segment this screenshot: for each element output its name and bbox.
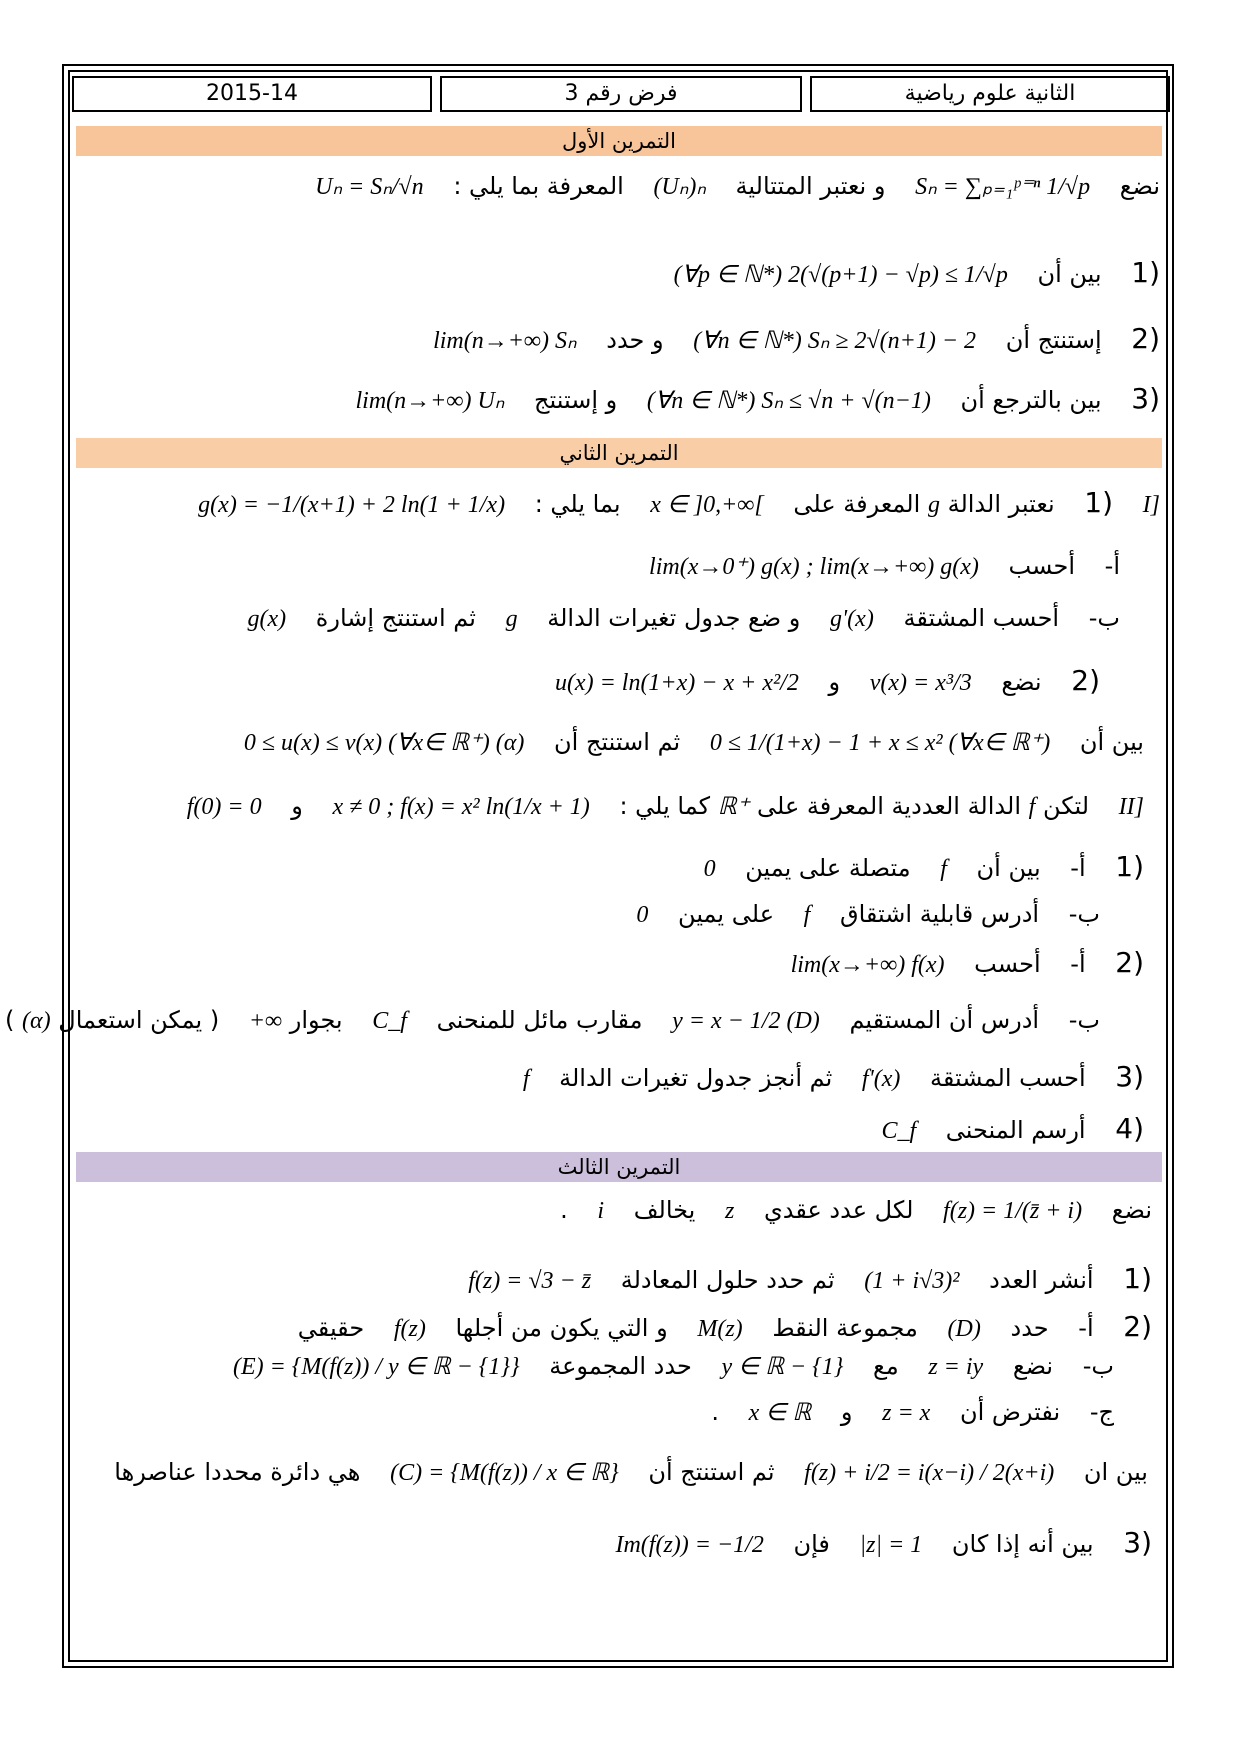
ex3-q2b-label: ب- bbox=[1082, 1352, 1114, 1380]
ex2-pII-2b-math4: (α) bbox=[22, 1008, 51, 1034]
ex3-q2a-text2: مجموعة النقط bbox=[772, 1314, 918, 1342]
ex3-intro-text4: . bbox=[560, 1196, 568, 1224]
ex3-q2a-text4: حقيقي bbox=[297, 1314, 365, 1342]
ex2-pII-1-number: 1) bbox=[1115, 850, 1144, 883]
ex1-q2-math2: lim(n→+∞) Sₙ bbox=[433, 328, 577, 354]
ex1-intro-math3: Uₙ = Sₙ/√n bbox=[315, 174, 424, 200]
exercise1-title: التمرين الأول bbox=[76, 126, 1162, 156]
ex2-pII-4 bbox=[80, 1112, 1144, 1145]
ex2-pII-1b-label: ب- bbox=[1068, 900, 1100, 928]
ex3-q1-number: 1) bbox=[1123, 1262, 1152, 1295]
ex3-q2a-math2: M(z) bbox=[697, 1316, 743, 1342]
ex3-q2d-math1: f(z) + i/2 = i(x−i) / 2(x+i) bbox=[804, 1460, 1055, 1486]
ex2-pI-1-text1: نعتبر الدالة bbox=[947, 490, 1055, 518]
header-class-name: الثانية علوم رياضية bbox=[810, 76, 1170, 112]
ex3-q2d bbox=[80, 1458, 1148, 1487]
ex2-pI-1-number: 1) bbox=[1084, 486, 1114, 519]
ex1-q3-number: 3) bbox=[1131, 382, 1160, 415]
ex3-q1-text2: ثم حدد حلول المعادلة bbox=[620, 1266, 835, 1294]
ex2-pI-b-text2: و ضع جدول تغيرات الدالة bbox=[547, 604, 801, 632]
ex1-q2-text2: و حدد bbox=[606, 326, 664, 354]
ex3-q2d-text1: بين ان bbox=[1083, 1458, 1148, 1486]
ex1-intro-math1: Sₙ = ∑ₚ₌₁ᵖ⁼ⁿ 1/√p bbox=[915, 174, 1091, 200]
ex2-pII-3-math1: f'(x) bbox=[861, 1066, 901, 1092]
ex2-pII-2b-text5: ) bbox=[5, 1006, 15, 1034]
ex2-pI-b-label: ب- bbox=[1088, 604, 1120, 632]
ex3-q1 bbox=[80, 1262, 1152, 1295]
ex2-pI-2-math2: u(x) = ln(1+x) − x + x²/2 bbox=[554, 670, 799, 696]
ex2-pI-a bbox=[80, 552, 1120, 581]
ex2-pI-2b-text1: بين أن bbox=[1079, 728, 1144, 756]
ex2-pI-b-math1: g'(x) bbox=[830, 606, 874, 632]
ex2-pII-2a-math: lim(x→+∞) f(x) bbox=[790, 952, 945, 978]
ex3-q3-math2: Im(f(z)) = −1/2 bbox=[615, 1532, 764, 1558]
ex2-pII-2a-text: أحسب bbox=[974, 950, 1041, 978]
ex3-q3-math1: |z| = 1 bbox=[859, 1532, 923, 1558]
ex2-pII-3-text2: ثم أنجز جدول تغيرات الدالة bbox=[559, 1064, 833, 1092]
ex3-intro bbox=[80, 1196, 1152, 1225]
ex2-pI-1-math3: g(x) = −1/(x+1) + 2 ln(1 + 1/x) bbox=[198, 492, 506, 518]
ex3-q3 bbox=[80, 1526, 1152, 1559]
ex3-q2b-math3: (E) = {M(f(z)) / y ∈ ℝ − {1}} bbox=[232, 1354, 520, 1380]
ex3-q2a-math1: (D) bbox=[947, 1316, 981, 1342]
ex2-pII-math3: x ≠ 0 ; f(x) = x² ln(1/x + 1) bbox=[332, 794, 590, 820]
ex2-pII-1a bbox=[80, 850, 1144, 883]
ex2-pI-2-number: 2) bbox=[1071, 664, 1100, 697]
ex3-q2c-math1: z = x bbox=[882, 1400, 931, 1426]
ex3-q2d-text3: هي دائرة محددا عناصرها bbox=[114, 1458, 361, 1486]
ex2-pII-3-math2: f bbox=[522, 1066, 530, 1092]
ex3-q2b-text2: مع bbox=[873, 1352, 899, 1380]
ex2-pI-2 bbox=[80, 664, 1100, 697]
ex2-pII-3-text1: أحسب المشتقة bbox=[929, 1064, 1086, 1092]
ex2-pII-2b-text1: أدرس أن المستقيم bbox=[849, 1006, 1040, 1034]
header-year: 2015-14 bbox=[72, 76, 432, 112]
ex1-q3-math2: lim(n→+∞) Uₙ bbox=[355, 388, 505, 414]
ex2-pII-1a-text2: متصلة على يمين bbox=[745, 854, 911, 882]
ex2-pI-2b bbox=[80, 728, 1144, 757]
ex3-q2c-math2: x ∈ ℝ bbox=[748, 1400, 812, 1426]
exercise2-title: التمرين الثاني bbox=[76, 438, 1162, 468]
ex3-q2d-math2: (C) = {M(f(z)) / x ∈ ℝ} bbox=[390, 1460, 619, 1486]
ex3-intro-text1: نضع bbox=[1111, 1196, 1152, 1224]
ex2-pII-2b-math1: y = x − 1/2 (D) bbox=[672, 1008, 820, 1034]
ex2-pII-1b-math1: f bbox=[803, 902, 811, 928]
ex2-pI-1-math1: g bbox=[927, 492, 940, 518]
ex2-pII-1b-text2: على يمين bbox=[678, 900, 775, 928]
ex2-pI-2b-math2: 0 ≤ u(x) ≤ v(x) (∀x∈ ℝ⁺) (α) bbox=[243, 730, 525, 756]
ex2-pII-2b-text4: ( يمكن استعمال bbox=[58, 1006, 220, 1034]
ex1-q3-text1: بين بالترجع أن bbox=[960, 386, 1102, 414]
ex3-q1-math1: (1 + i√3)² bbox=[864, 1268, 960, 1294]
ex3-q2b-text1: نضع bbox=[1012, 1352, 1054, 1380]
ex3-q2c-text2: و bbox=[840, 1398, 853, 1426]
ex3-q2c-text3: . bbox=[711, 1398, 720, 1426]
ex1-q2-text1: إستنتج أن bbox=[1005, 326, 1102, 354]
ex1-q1 bbox=[80, 256, 1160, 289]
ex2-partI-1 bbox=[80, 486, 1160, 519]
ex2-pI-2b-text2: ثم استنتج أن bbox=[554, 728, 681, 756]
ex2-pII-1a-math1: f bbox=[940, 856, 947, 882]
ex2-pII-1b-math2: 0 bbox=[636, 902, 649, 928]
ex1-intro-text2: و نعتبر المتتالية bbox=[735, 172, 886, 200]
ex2-pI-1-text3: بما يلي : bbox=[534, 490, 621, 518]
ex2-pI-2b-math1: 0 ≤ 1/(1+x) − 1 + x ≤ x² (∀x∈ ℝ⁺) bbox=[709, 730, 1051, 756]
header-test-name: فرض رقم 3 bbox=[440, 76, 802, 112]
ex2-pI-b-text3: ثم استنتج إشارة bbox=[315, 604, 476, 632]
ex3-q2b-math2: y ∈ ℝ − {1} bbox=[721, 1354, 844, 1380]
ex2-pII-4-text: أرسم المنحنى bbox=[945, 1116, 1086, 1144]
ex3-q2-number: 2) bbox=[1123, 1310, 1152, 1343]
ex2-pII-2a-label: أ- bbox=[1070, 950, 1086, 978]
ex2-pII-2b-math3: +∞ bbox=[248, 1008, 283, 1034]
ex3-q2a-text1: حدد bbox=[1010, 1314, 1049, 1342]
ex2-pI-a-label: أ- bbox=[1104, 552, 1120, 580]
ex2-pII-1a-text1: بين أن bbox=[976, 854, 1041, 882]
ex2-pI-b bbox=[80, 604, 1120, 633]
ex3-q2a-label: أ- bbox=[1078, 1314, 1094, 1342]
ex3-q2d-text2: ثم استنتج أن bbox=[648, 1458, 775, 1486]
ex3-q2b-math1: z = iy bbox=[928, 1354, 984, 1380]
exercise3-title: التمرين الثالث bbox=[76, 1152, 1162, 1182]
ex3-intro-math1: f(z) = 1/(z̄ + i) bbox=[943, 1198, 1083, 1224]
ex2-partII bbox=[80, 792, 1144, 821]
ex2-pII-text2: الدالة العددية المعرفة على bbox=[757, 792, 1021, 820]
ex3-q3-text2: فإن bbox=[793, 1530, 830, 1558]
ex2-pI-2-math1: v(x) = x³/3 bbox=[869, 670, 972, 696]
ex3-intro-text2: لكل عدد عقدي bbox=[763, 1196, 914, 1224]
ex1-q3-math1: (∀n ∈ ℕ*) Sₙ ≤ √n + √(n−1) bbox=[646, 388, 931, 414]
ex2-pII-text1: لتكن bbox=[1042, 792, 1090, 820]
ex1-q2 bbox=[80, 322, 1160, 355]
ex1-intro-text3: المعرفة بما يلي : bbox=[453, 172, 624, 200]
ex2-pII-4-number: 4) bbox=[1115, 1112, 1144, 1145]
ex2-pII-2b bbox=[5, 1006, 1100, 1035]
ex3-q1-math2: f(z) = √3 − z̄ bbox=[468, 1268, 592, 1294]
ex2-pII-2b-text3: بجوار bbox=[289, 1006, 343, 1034]
ex2-pII-1b-text1: أدرس قابلية اشتقاق bbox=[839, 900, 1040, 928]
ex3-q2a-math3: f(z) bbox=[393, 1316, 426, 1342]
ex3-q2b-text3: حدد المجموعة bbox=[549, 1352, 692, 1380]
ex2-pII-2b-label: ب- bbox=[1068, 1006, 1100, 1034]
ex2-pII-math2: ℝ⁺ bbox=[717, 794, 750, 820]
ex3-q1-text1: أنشر العدد bbox=[989, 1266, 1094, 1294]
ex2-pII-2b-text2: مقارب مائل للمنحنى bbox=[436, 1006, 643, 1034]
ex3-intro-math2: z bbox=[724, 1198, 735, 1224]
ex2-pI-1-text2: المعرفة على bbox=[793, 490, 921, 518]
ex1-q2-number: 2) bbox=[1131, 322, 1160, 355]
ex2-pII-2b-math2: C_f bbox=[372, 1008, 407, 1034]
ex3-intro-math3: i bbox=[597, 1198, 605, 1224]
ex1-intro-text1: نضع bbox=[1119, 172, 1160, 200]
ex3-q3-number: 3) bbox=[1123, 1526, 1152, 1559]
ex3-q2a bbox=[80, 1310, 1152, 1343]
ex2-pII-2-number: 2) bbox=[1115, 946, 1144, 979]
ex2-pI-b-text1: أحسب المشتقة bbox=[903, 604, 1060, 632]
ex1-q1-text: بين أن bbox=[1037, 260, 1102, 288]
ex3-q3-text1: بين أنه إذا كان bbox=[951, 1530, 1094, 1558]
ex2-pI-2-text2: و bbox=[828, 668, 841, 696]
ex2-pII-1a-label: أ- bbox=[1070, 854, 1086, 882]
ex2-pII-text4: و bbox=[291, 792, 303, 820]
ex1-intro-math2: (Uₙ)ₙ bbox=[653, 174, 706, 200]
ex2-pI-2-text1: نضع bbox=[1001, 668, 1042, 696]
ex1-q2-math1: (∀n ∈ ℕ*) Sₙ ≥ 2√(n+1) − 2 bbox=[693, 328, 977, 354]
ex2-pII-math1: f bbox=[1028, 794, 1036, 820]
ex2-pII-math4: f(0) = 0 bbox=[186, 794, 262, 820]
ex2-pII-1b bbox=[80, 900, 1100, 929]
ex1-intro bbox=[80, 172, 1160, 201]
ex2-pII-2a bbox=[80, 946, 1144, 979]
ex3-q2b bbox=[80, 1352, 1114, 1381]
ex3-q2c-label: ج- bbox=[1089, 1398, 1114, 1426]
ex3-q2a-text3: و التي يكون من أجلها bbox=[455, 1314, 668, 1342]
ex2-pII-1a-math2: 0 bbox=[703, 856, 716, 882]
ex2-pI-a-math: lim(x→0⁺) g(x) ; lim(x→+∞) g(x) bbox=[649, 554, 979, 580]
ex2-pII-3-number: 3) bbox=[1115, 1060, 1144, 1093]
ex2-pI-b-math3: g(x) bbox=[247, 606, 287, 632]
ex2-partI-label: I] bbox=[1142, 492, 1160, 518]
ex2-pII-3 bbox=[80, 1060, 1144, 1093]
ex1-q3 bbox=[80, 382, 1160, 415]
ex2-pII-4-math: C_f bbox=[881, 1118, 917, 1144]
ex3-intro-text3: يخالف bbox=[633, 1196, 696, 1224]
ex2-pII-text3: كما يلي : bbox=[619, 792, 711, 820]
ex1-q1-number: 1) bbox=[1131, 256, 1160, 289]
ex1-q1-math: (∀p ∈ ℕ*) 2(√(p+1) − √p) ≤ 1/√p bbox=[673, 262, 1008, 288]
ex2-pI-b-math2: g bbox=[505, 606, 518, 632]
ex3-q2c bbox=[80, 1398, 1114, 1427]
ex2-partII-label: II] bbox=[1118, 794, 1144, 820]
ex1-q3-text2: و إستنتج bbox=[533, 386, 618, 414]
ex2-pI-1-math2: x ∈ ]0,+∞[ bbox=[650, 492, 764, 518]
ex2-pI-a-text: أحسب bbox=[1008, 552, 1076, 580]
ex3-q2c-text1: نفترض أن bbox=[959, 1398, 1061, 1426]
